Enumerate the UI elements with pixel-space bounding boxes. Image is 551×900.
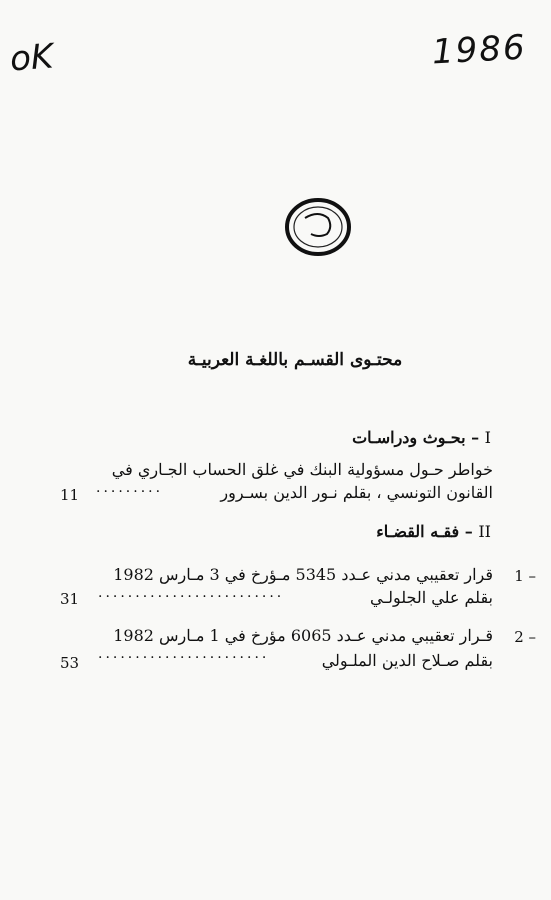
entry-3-page: 53 (60, 654, 80, 672)
section-2-heading-row (376, 522, 491, 541)
section-1-heading: بحـوث ودراسـات (352, 428, 466, 447)
section-1-numeral: I (484, 428, 491, 447)
section-1-dash: – (471, 428, 480, 447)
entry-2-line-1: قرار تعقيبي مدني عـدد 5345 مـؤرخ في 3 مـارس 1982 (113, 565, 493, 584)
section-2-numeral: II (478, 522, 491, 541)
entry-3-line-2: بقلم صـلاح الدين الملـولي (321, 651, 493, 670)
section-2-dash: – (464, 522, 473, 541)
entry-2-leader: ························· (98, 589, 285, 605)
section-2-heading: فقـه القضـاء (376, 522, 460, 541)
entry-3-leader: ······················· (98, 650, 270, 666)
entry-2-number: 1 – (514, 567, 536, 585)
entry-1-line-2: القانون التونسي ، بقلم نـور الدين بسـرور (220, 483, 493, 502)
entry-2-line-2: بقلم علي الجلولـي (370, 588, 493, 607)
entry-3-number: 2 – (514, 628, 536, 646)
page-title: محتـوى القسـم باللغـة العربيـة (187, 350, 403, 370)
entry-1-leader: ········· (96, 484, 164, 500)
entry-2-page: 31 (60, 590, 80, 608)
handwritten-ok-mark: oK (8, 36, 55, 80)
entry-1-page: 11 (60, 486, 80, 504)
section-1-heading-row (352, 428, 491, 447)
handwritten-year: 1986 (431, 27, 528, 73)
seal-emblem (283, 196, 353, 258)
entry-3-line-1: قـرار تعقيبي مدني عـدد 6065 مؤرخ في 1 مـارس 1982 (113, 626, 493, 645)
entry-1-line-1: خواطر حـول مسؤولية البنك في غلق الحساب الجـاري في (111, 460, 493, 479)
